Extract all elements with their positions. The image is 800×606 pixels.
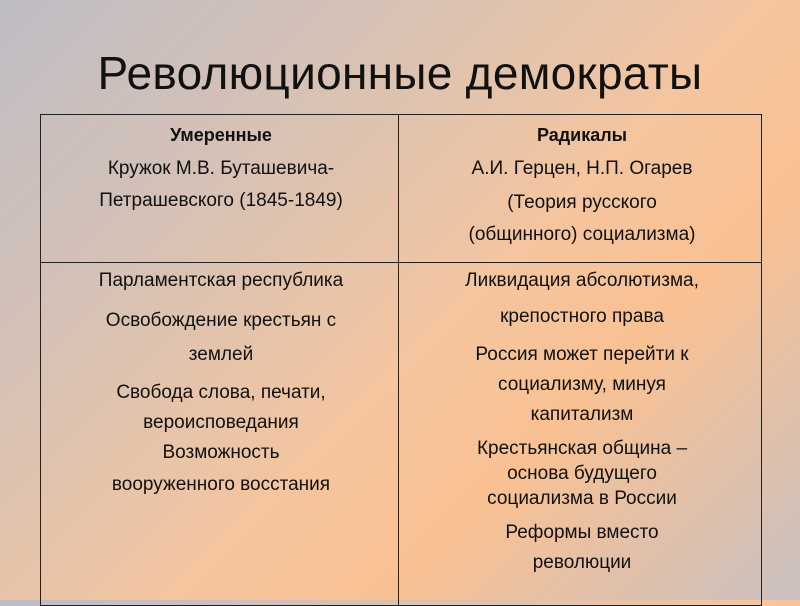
list-item: основа будущего: [507, 463, 657, 484]
header-radicals: [409, 121, 755, 249]
column-divider: [398, 115, 399, 605]
list-item: Свобода слова, печати,: [116, 382, 326, 403]
list-item: социализму, минуя: [498, 374, 666, 395]
moderates-program: [51, 267, 391, 499]
slide-title: Революционные демократы: [97, 47, 703, 99]
list-item: революции: [532, 552, 632, 573]
list-item: крепостного права: [500, 306, 664, 327]
list-item: социализма в России: [487, 488, 677, 509]
list-item: Возможность: [162, 442, 280, 463]
header-radicals-line: (Теория русского: [507, 192, 657, 213]
header-moderates-title: Умеренные: [170, 125, 272, 145]
list-item: Парламентская республика: [98, 270, 344, 291]
list-item: Ликвидация абсолютизма,: [465, 270, 699, 291]
list-item: землей: [188, 344, 254, 365]
list-item: Крестьянская община –: [476, 438, 688, 459]
list-item: Реформы вместо: [505, 522, 659, 543]
list-item: вооруженного восстания: [111, 474, 331, 495]
header-radicals-line: (общинного) социализма): [468, 224, 696, 245]
radicals-program: [409, 267, 755, 577]
header-moderates-line: Кружок М.В. Буташевича-: [107, 158, 335, 179]
header-moderates-line: Петрашевского (1845-1849): [99, 190, 343, 211]
list-item: вероисповедания: [143, 412, 299, 433]
list-item: капитализм: [530, 404, 634, 425]
list-item: Освобождение крестьян с: [105, 310, 337, 331]
header-moderates: [51, 121, 391, 215]
header-radicals-line: А.И. Герцен, Н.П. Огарев: [471, 158, 693, 179]
comparison-table: [40, 114, 762, 606]
list-item: Россия может перейти к: [475, 344, 689, 365]
row-divider: [41, 262, 761, 263]
header-radicals-title: Радикалы: [536, 125, 628, 145]
